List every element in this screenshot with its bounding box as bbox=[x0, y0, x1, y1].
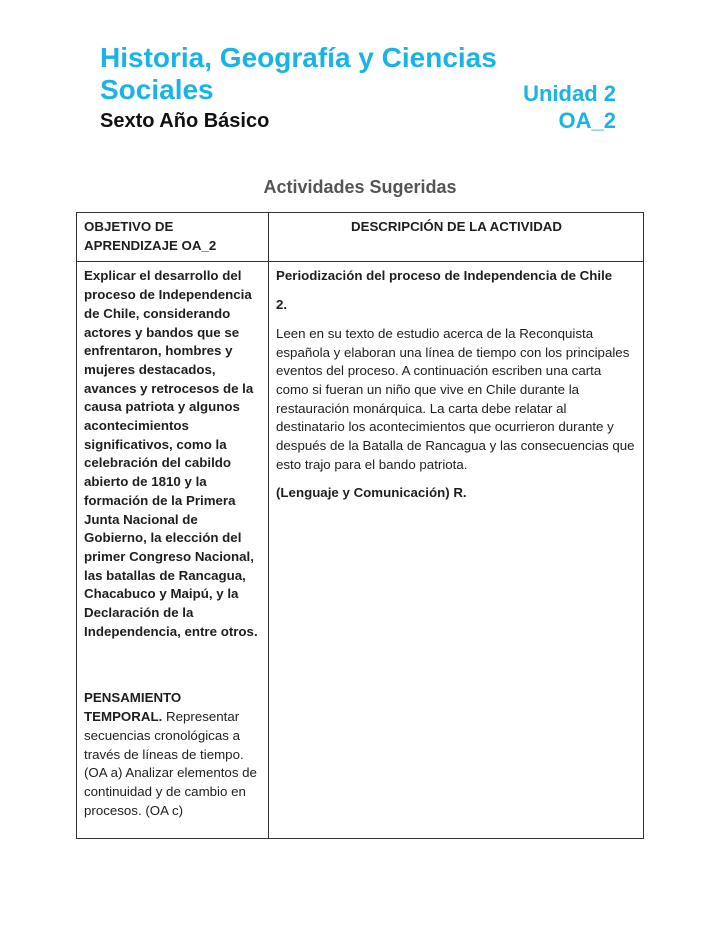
activities-table bbox=[76, 212, 644, 839]
objective-text: Explicar el desarrollo del proceso de Independencia de Chile, considerando actores y bandos que se enfrentaron, hombres y mujeres destacados, avances y retrocesos de la causa patriota y algunos acontecimientos significativos, como la celebración del cabildo abierto de 1810 y la formación de la Primera Junta Nacional de Gobierno, la elección del primer Congreso Nacional, las batallas de Rancagua, Chacabuco y Maipú, y la Declaración de la Independencia, entre otros. bbox=[84, 268, 258, 639]
section-title: Actividades Sugeridas bbox=[263, 177, 457, 197]
activity-cell bbox=[269, 262, 644, 839]
grade-label: Sexto Año Básico bbox=[100, 110, 270, 132]
table-row bbox=[77, 262, 644, 839]
unit-label: Unidad 2 bbox=[523, 81, 616, 106]
skill-block bbox=[84, 689, 262, 820]
activity-header-text: DESCRIPCIÓN DE LA ACTIVIDAD bbox=[350, 219, 563, 234]
activity-note: (Lenguaje y Comunicación) R. bbox=[276, 485, 467, 501]
activity-column-header bbox=[269, 213, 644, 262]
activity-description: Leen en su texto de estudio acerca de la Reconquista española y elaboran una línea de tiempo con los principales eventos del proceso. A continuación escriben una carta como si fueran un niño que vive en Chile durante la restauración monárquica. La carta debe relatar al destinatario los acontecimientos que ocurrieron durante y después de la Batalla de Rancagua y las consecuencias que esto trajo para el bando patriota. bbox=[276, 325, 635, 472]
skill-label: PENSAMIENTO TEMPORAL. bbox=[84, 690, 182, 725]
objective-column-header bbox=[77, 213, 269, 262]
skill-text: Representar secuencias cronológicas a través de líneas de tiempo. (OA a) Analizar elementos de continuidad y de cambio en procesos. (OA c) bbox=[84, 709, 257, 818]
objective-header-text: OBJETIVO DE APRENDIZAJE OA_2 bbox=[84, 219, 217, 253]
subject-title: Historia, Geografía y Ciencias Sociales bbox=[100, 42, 497, 105]
objective-cell bbox=[77, 262, 269, 839]
activity-title: Periodización del proceso de Independencia de Chile bbox=[276, 268, 613, 284]
activity-number: 2. bbox=[276, 297, 288, 313]
oa-code: OA_2 bbox=[558, 108, 616, 133]
table-header-row bbox=[77, 213, 644, 262]
